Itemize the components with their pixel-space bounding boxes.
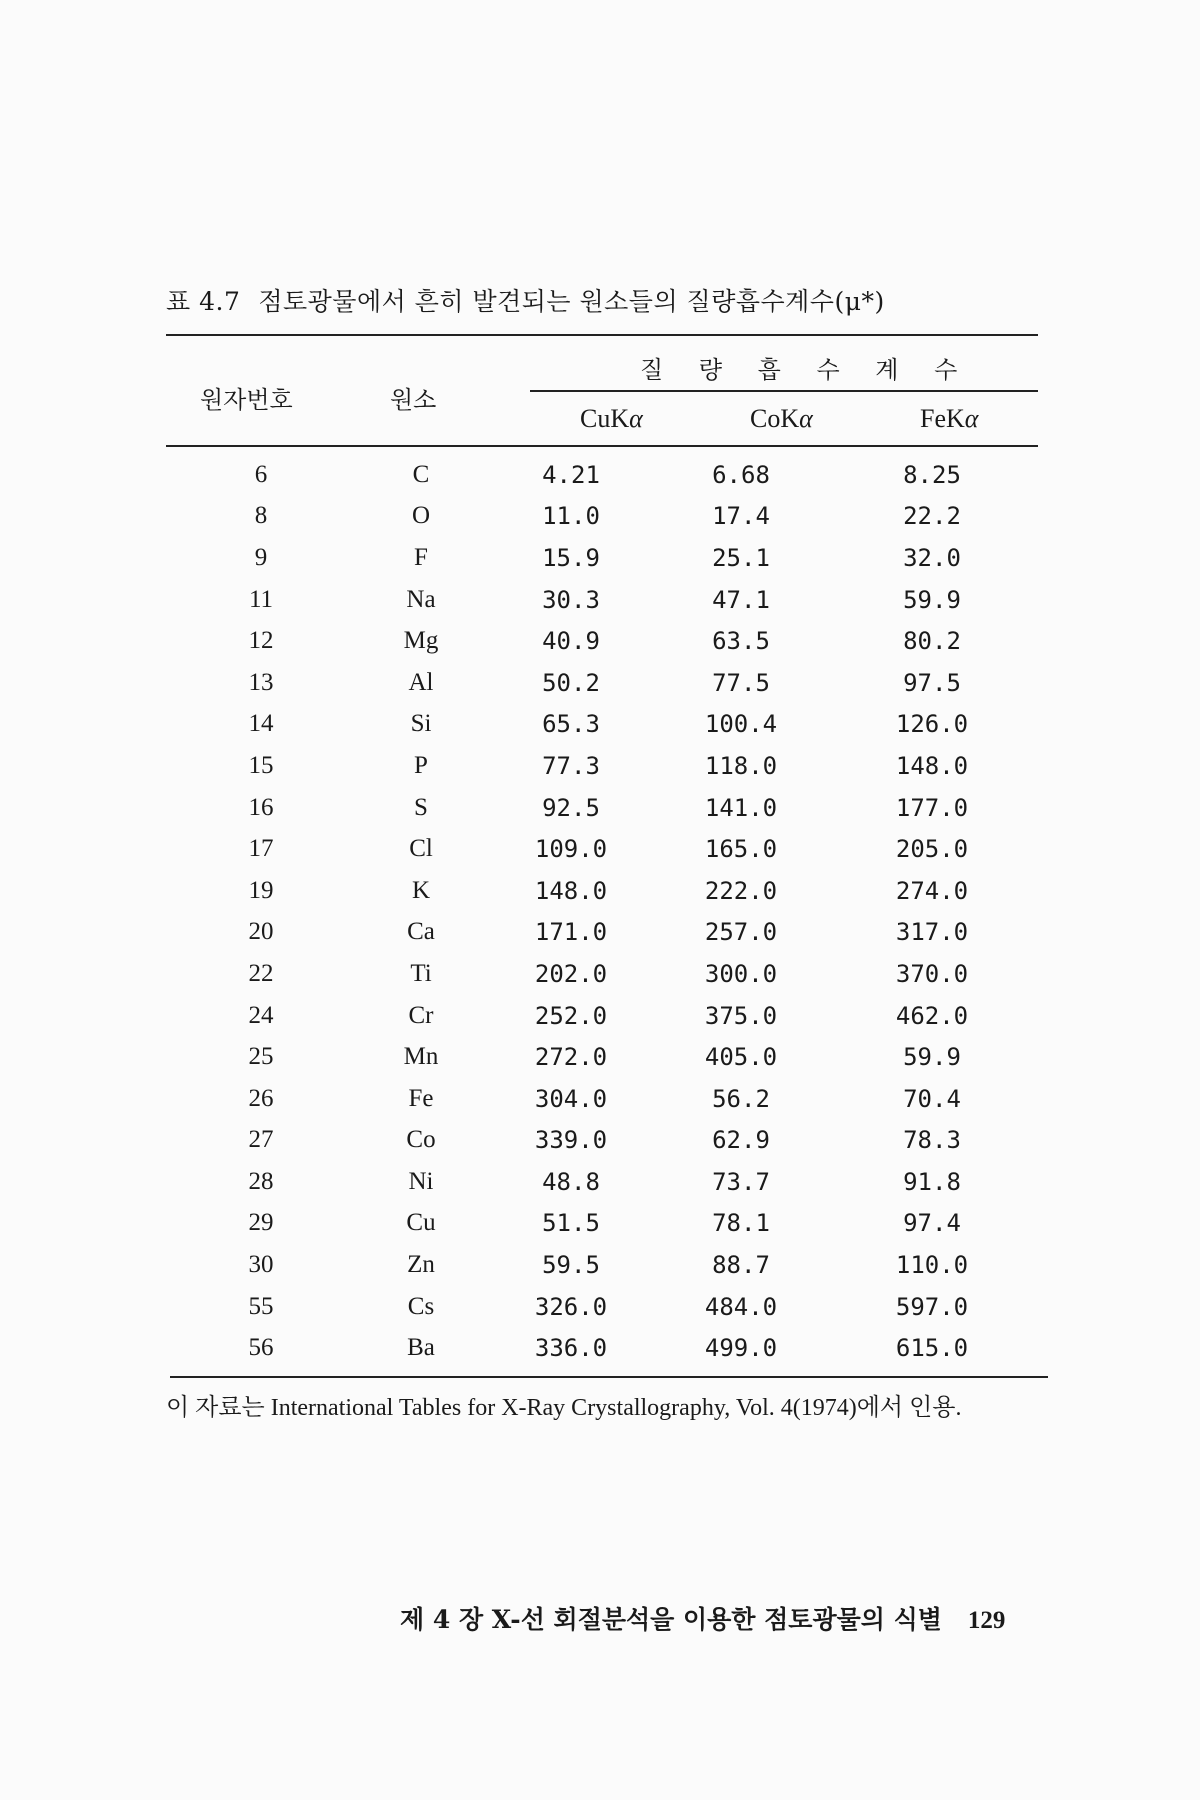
absorption-table [166,454,1038,1369]
atomic-number-cell: 11 [248,585,274,613]
atomic-number-cell: 20 [248,918,274,946]
feka-cell: 274.0 [895,876,969,905]
group-rule [530,390,1038,392]
coka-cell: 165.0 [704,835,778,864]
bottom-rule [170,1376,1048,1378]
table-row [166,662,1038,704]
atomic-number-cell: 9 [254,543,268,571]
element-cell: P [414,751,428,779]
feka-cell: 22.2 [903,502,961,531]
coka-cell: 100.4 [704,710,778,739]
coka-cell: 300.0 [704,959,778,988]
atomic-number-cell: 56 [248,1334,274,1362]
atomic-number-cell: 15 [248,751,274,779]
atomic-number-cell: 55 [248,1292,274,1320]
coka-cell: 77.5 [712,668,770,697]
atomic-number-cell: 26 [248,1084,274,1112]
table-row [166,787,1038,829]
element-cell: S [414,793,428,821]
table-row [166,912,1038,954]
element-cell: Na [406,585,436,613]
feka-cell: 59.9 [903,1043,961,1072]
coka-cell: 141.0 [704,793,778,822]
table-row [166,1078,1038,1120]
feka-cell: 70.4 [903,1084,961,1113]
cuka-cell: 11.0 [542,502,600,531]
header-mass-absorption: 질 량 흡 수 계 수 [640,356,972,384]
table-row [166,995,1038,1037]
cuka-cell: 65.3 [542,710,600,739]
table-caption [166,282,885,318]
element-cell: Ni [408,1167,434,1195]
table-row [166,1161,1038,1203]
table-row [166,537,1038,579]
element-cell: C [412,460,430,488]
table-row [166,704,1038,746]
element-cell: Cr [408,1001,434,1029]
table-row [166,579,1038,621]
header-coka: CoKα [750,404,813,433]
atomic-number-cell: 27 [248,1126,274,1154]
element-cell: Ti [410,959,432,987]
table-row [166,1286,1038,1328]
cuka-cell: 272.0 [534,1043,608,1072]
atomic-number-cell: 19 [248,876,274,904]
feka-cell: 97.4 [903,1209,961,1238]
feka-cell: 462.0 [895,1001,969,1030]
header-bottom-rule [166,445,1038,447]
header-cuka: CuKα [580,404,643,433]
element-cell: F [414,543,428,571]
coka-cell: 78.1 [712,1209,770,1238]
feka-cell: 32.0 [903,543,961,572]
element-cell: Fe [408,1084,434,1112]
element-cell: Co [406,1126,436,1154]
header-element: 원소 [390,386,437,414]
feka-cell: 148.0 [895,751,969,780]
element-cell: Cl [409,835,433,863]
atomic-number-cell: 29 [248,1209,274,1237]
cuka-cell: 51.5 [542,1209,600,1238]
atomic-number-cell: 16 [248,793,274,821]
atomic-number-cell: 8 [254,502,268,530]
feka-cell: 91.8 [903,1167,961,1196]
element-cell: Mg [403,627,439,655]
feka-cell: 80.2 [903,627,961,656]
running-head: 제 4 장 X-선 회절분석을 이용한 점토광물의 식별 [400,1605,942,1634]
cuka-cell: 92.5 [542,793,600,822]
feka-cell: 370.0 [895,959,969,988]
feka-cell: 110.0 [895,1251,969,1280]
atomic-number-cell: 28 [248,1167,274,1195]
atomic-number-cell: 6 [254,460,268,488]
table-row [166,1203,1038,1245]
table-row [166,1036,1038,1078]
feka-cell: 126.0 [895,710,969,739]
table-row [166,953,1038,995]
top-rule [166,334,1038,336]
table-row [166,1327,1038,1369]
coka-cell: 56.2 [712,1084,770,1113]
feka-cell: 59.9 [903,585,961,614]
element-cell: Cs [407,1292,435,1320]
feka-cell: 8.25 [903,460,961,489]
element-cell: Zn [407,1251,435,1279]
element-cell: Mn [403,1043,439,1071]
table-row [166,496,1038,538]
feka-cell: 597.0 [895,1292,969,1321]
atomic-number-cell: 17 [248,835,274,863]
element-cell: Ba [407,1334,435,1362]
coka-cell: 63.5 [712,627,770,656]
coka-cell: 118.0 [704,751,778,780]
atomic-number-cell: 13 [248,668,274,696]
table-row [166,745,1038,787]
atomic-number-cell: 22 [248,959,274,987]
coka-cell: 73.7 [712,1167,770,1196]
feka-cell: 97.5 [903,668,961,697]
table-row [166,620,1038,662]
cuka-cell: 30.3 [542,585,600,614]
feka-cell: 177.0 [895,793,969,822]
feka-cell: 317.0 [895,918,969,947]
coka-cell: 47.1 [712,585,770,614]
element-cell: K [411,876,431,904]
cuka-cell: 336.0 [534,1334,608,1363]
coka-cell: 25.1 [712,543,770,572]
table-row [166,870,1038,912]
cuka-cell: 59.5 [542,1251,600,1280]
element-cell: O [411,502,431,530]
table-row [166,1244,1038,1286]
element-cell: Cu [406,1209,436,1237]
coka-cell: 257.0 [704,918,778,947]
table-number: 표 4.7 [166,287,241,316]
coka-cell: 6.68 [712,460,770,489]
feka-cell: 78.3 [903,1126,961,1155]
cuka-cell: 77.3 [542,751,600,780]
cuka-cell: 339.0 [534,1126,608,1155]
cuka-cell: 304.0 [534,1084,608,1113]
coka-cell: 222.0 [704,876,778,905]
atomic-number-cell: 14 [248,710,274,738]
cuka-cell: 4.21 [542,460,600,489]
cuka-cell: 171.0 [534,918,608,947]
table-row [166,828,1038,870]
table-row [166,1120,1038,1162]
source-note: 이 자료는 International Tables for X-Ray Crystallography, Vol. 4(1974)에서 인용. [166,1395,962,1421]
element-cell: Ca [407,918,435,946]
cuka-cell: 109.0 [534,835,608,864]
cuka-cell: 15.9 [542,543,600,572]
atomic-number-cell: 24 [248,1001,274,1029]
feka-cell: 615.0 [895,1334,969,1363]
table-title: 점토광물에서 흔히 발견되는 원소들의 질량흡수계수(μ*) [258,287,885,316]
feka-cell: 205.0 [895,835,969,864]
atomic-number-cell: 25 [248,1043,274,1071]
cuka-cell: 202.0 [534,959,608,988]
coka-cell: 62.9 [712,1126,770,1155]
element-cell: Al [408,668,434,696]
coka-cell: 17.4 [712,502,770,531]
page-footer [400,1600,1005,1636]
element-cell: Si [410,710,432,738]
atomic-number-cell: 30 [248,1251,274,1279]
cuka-cell: 148.0 [534,876,608,905]
cuka-cell: 40.9 [542,627,600,656]
coka-cell: 484.0 [704,1292,778,1321]
coka-cell: 88.7 [712,1251,770,1280]
cuka-cell: 326.0 [534,1292,608,1321]
coka-cell: 405.0 [704,1043,778,1072]
cuka-cell: 48.8 [542,1167,600,1196]
page-number: 129 [967,1607,1006,1634]
coka-cell: 375.0 [704,1001,778,1030]
coka-cell: 499.0 [704,1334,778,1363]
cuka-cell: 252.0 [534,1001,608,1030]
table-row [166,454,1038,496]
header-feka: FeKα [920,404,979,433]
header-atomic-number: 원자번호 [200,386,293,414]
atomic-number-cell: 12 [248,627,274,655]
cuka-cell: 50.2 [542,668,600,697]
